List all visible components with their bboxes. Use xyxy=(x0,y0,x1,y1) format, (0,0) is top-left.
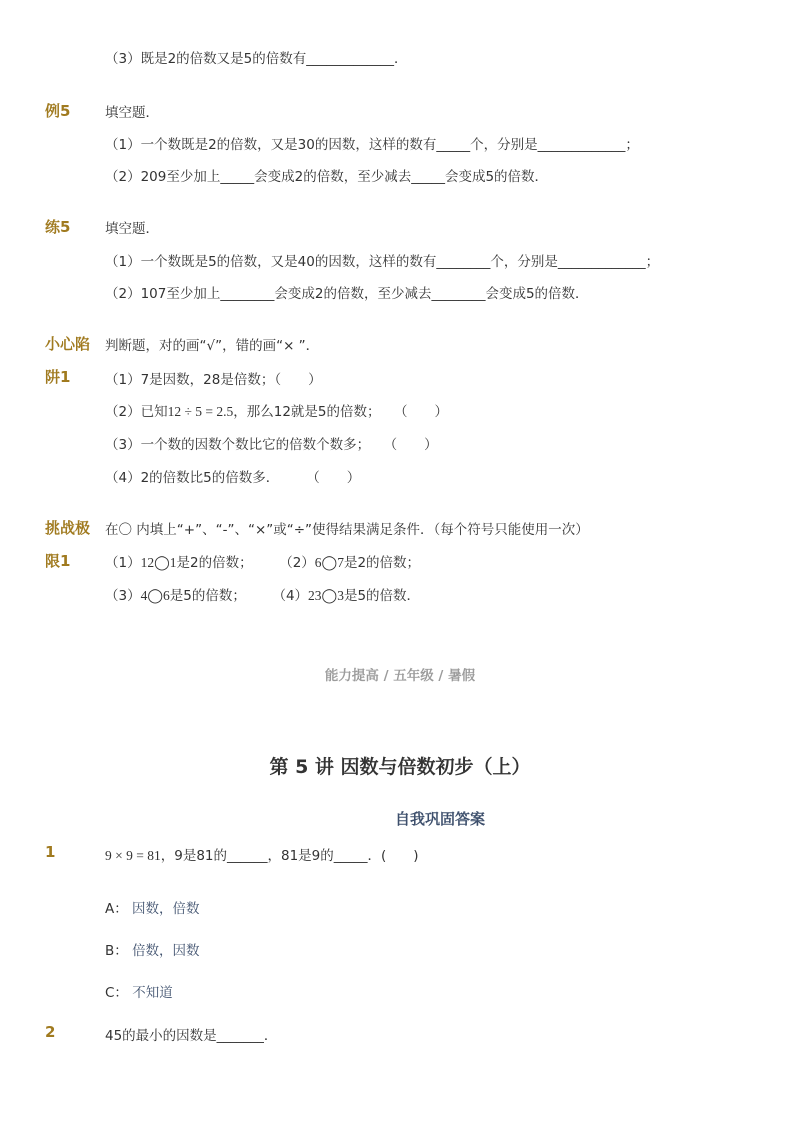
question-2-text: 45的最小的因数是_______． xyxy=(105,1028,278,1044)
option-c[interactable]: C： 不知道 xyxy=(105,985,173,1001)
option-b[interactable]: B： 倍数，因数 xyxy=(105,943,200,959)
math-expression: 12 ÷ 5 = 2.5 xyxy=(167,404,234,419)
trap-1-item-3: （3）一个数的因数个数比它的倍数个数多； （ ） xyxy=(105,437,438,453)
blank-circle: ◯ xyxy=(321,588,338,604)
trap-1-item-1: （1）7是因数，28是倍数；（ ） xyxy=(105,372,322,388)
practice-5-item-2: （2）107至少加上________会变成2的倍数，至少减去________会变成5的倍数． xyxy=(105,286,589,302)
example-5-label: 例5 xyxy=(45,102,71,120)
blank-circle: ◯ xyxy=(321,555,338,571)
question-3-text: （3）既是2的倍数又是5的倍数有_____________． xyxy=(105,51,408,67)
trap-1-item-2: （2）已知12 ÷ 5 = 2.5，那么12就是5的倍数； （ ） xyxy=(105,404,449,420)
option-a[interactable]: A： 因数，倍数 xyxy=(105,901,200,917)
answers-title: 自我巩固答案 xyxy=(394,810,485,828)
blank-circle: ◯ xyxy=(154,555,170,571)
question-2-number: 2 xyxy=(45,1023,56,1041)
trap-1-item-4: （4）2的倍数比5的倍数多． （ ） xyxy=(105,470,361,486)
lecture-title: 第 5 讲 因数与倍数初步（上） xyxy=(269,756,531,778)
challenge-1-label-line-2: 限1 xyxy=(45,552,71,570)
trap-1-intro: 判断题，对的画“√”，错的画“× ”． xyxy=(105,338,320,354)
example-5-intro: 填空题． xyxy=(105,105,159,121)
practice-5-item-1: （1）一个数既是5的倍数，又是40的因数，这样的数有________个，分别是_____________； xyxy=(105,254,660,270)
question-1-text: 9 × 9 = 81，9是81的______，81是9的_____．( ) xyxy=(105,848,419,864)
math-expression: 9 × 9 = 81 xyxy=(105,848,161,863)
question-1-number: 1 xyxy=(45,843,56,861)
example-5-item-2: （2）209至少加上_____会变成2的倍数，至少减去_____会变成5的倍数． xyxy=(105,169,549,185)
challenge-1-intro: 在〇 内填上“+”、“-”、“×”或“÷”使得结果满足条件．（每个符号只能使用一次） xyxy=(105,522,589,538)
example-5-item-1: （1）一个数既是2的倍数，又是30的因数，这样的数有_____个，分别是_____________； xyxy=(105,137,639,153)
practice-5-intro: 填空题． xyxy=(105,221,159,237)
challenge-1-row-2: （3）4◯6是5的倍数； （4）23◯3是5的倍数． xyxy=(105,588,421,604)
page-footer: 能力提高 / 五年级 / 暑假 xyxy=(324,668,476,684)
challenge-1-label-line-1: 挑战极 xyxy=(45,519,91,537)
practice-5-label: 练5 xyxy=(45,218,71,236)
trap-1-label-line-1: 小心陷 xyxy=(45,335,91,353)
blank-circle: ◯ xyxy=(147,588,164,604)
challenge-1-row-1: （1）12◯1是2的倍数； （2）6◯7是2的倍数； xyxy=(105,555,421,571)
trap-1-label-line-2: 阱1 xyxy=(45,368,71,386)
